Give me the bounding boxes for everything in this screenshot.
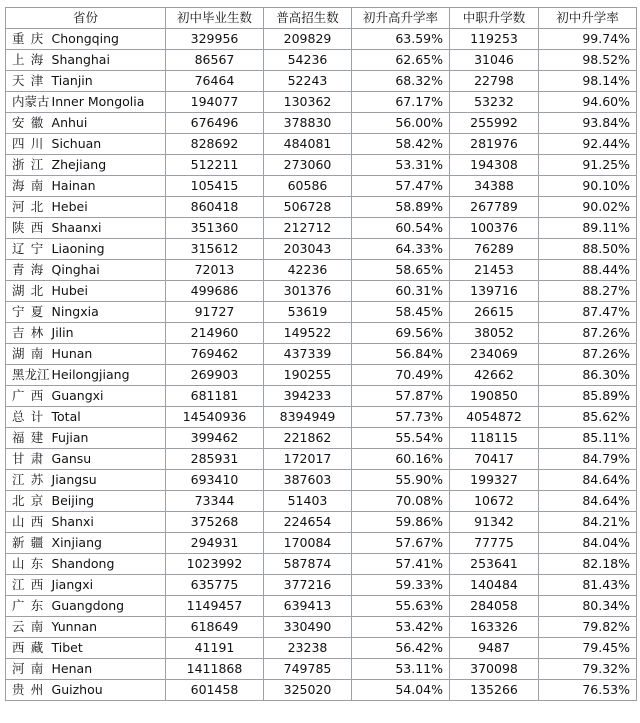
cell-highschool-enrollment: 170084 bbox=[264, 533, 352, 554]
cell-vocational-enrollment: 253641 bbox=[450, 554, 539, 575]
table-row bbox=[6, 29, 637, 50]
cell-enrollment-rate: 99.74% bbox=[539, 29, 637, 50]
cell-enrollment-rate: 82.18% bbox=[539, 554, 637, 575]
table-row bbox=[6, 323, 637, 344]
province-name-cn: 青海 bbox=[12, 262, 50, 277]
province-name-en: Chongqing bbox=[51, 31, 119, 46]
cell-province bbox=[6, 155, 166, 176]
province-name-en: Shaanxi bbox=[51, 220, 102, 235]
cell-highschool-rate: 60.16% bbox=[352, 449, 450, 470]
cell-vocational-enrollment: 118115 bbox=[450, 428, 539, 449]
cell-highschool-enrollment: 203043 bbox=[264, 239, 352, 260]
cell-vocational-enrollment: 70417 bbox=[450, 449, 539, 470]
cell-vocational-enrollment: 38052 bbox=[450, 323, 539, 344]
cell-highschool-enrollment: 221862 bbox=[264, 428, 352, 449]
cell-graduates: 214960 bbox=[166, 323, 264, 344]
province-name-cn: 上海 bbox=[12, 52, 50, 67]
cell-enrollment-rate: 81.43% bbox=[539, 575, 637, 596]
cell-province bbox=[6, 302, 166, 323]
table-row bbox=[6, 680, 637, 701]
cell-graduates: 512211 bbox=[166, 155, 264, 176]
province-name-en: Shanxi bbox=[51, 514, 94, 529]
cell-graduates: 294931 bbox=[166, 533, 264, 554]
cell-vocational-enrollment: 31046 bbox=[450, 50, 539, 71]
cell-highschool-rate: 69.56% bbox=[352, 323, 450, 344]
province-name-cn: 贵州 bbox=[12, 682, 50, 697]
cell-highschool-rate: 58.89% bbox=[352, 197, 450, 218]
cell-enrollment-rate: 79.45% bbox=[539, 638, 637, 659]
cell-enrollment-rate: 79.82% bbox=[539, 617, 637, 638]
province-name-en: Guangdong bbox=[51, 598, 125, 613]
cell-province bbox=[6, 176, 166, 197]
province-name-en: Sichuan bbox=[51, 136, 102, 151]
cell-vocational-enrollment: 21453 bbox=[450, 260, 539, 281]
cell-highschool-enrollment: 506728 bbox=[264, 197, 352, 218]
cell-graduates: 693410 bbox=[166, 470, 264, 491]
province-name-cn: 湖南 bbox=[12, 346, 50, 361]
cell-highschool-enrollment: 52243 bbox=[264, 71, 352, 92]
cell-enrollment-rate: 84.04% bbox=[539, 533, 637, 554]
province-name-en: Liaoning bbox=[51, 241, 105, 256]
province-name-en: Beijing bbox=[51, 493, 95, 508]
province-name-en: Henan bbox=[51, 661, 93, 676]
table-row bbox=[6, 302, 637, 323]
cell-vocational-enrollment: 284058 bbox=[450, 596, 539, 617]
cell-graduates: 315612 bbox=[166, 239, 264, 260]
province-name-en: Gansu bbox=[51, 451, 92, 466]
province-name-cn: 江苏 bbox=[12, 472, 50, 487]
cell-vocational-enrollment: 140484 bbox=[450, 575, 539, 596]
table-row bbox=[6, 218, 637, 239]
cell-province bbox=[6, 71, 166, 92]
cell-graduates: 285931 bbox=[166, 449, 264, 470]
cell-highschool-enrollment: 42236 bbox=[264, 260, 352, 281]
province-name-cn: 广东 bbox=[12, 598, 50, 613]
province-name-cn: 重庆 bbox=[12, 31, 50, 46]
cell-vocational-enrollment: 91342 bbox=[450, 512, 539, 533]
header-enrollment-rate: 初中升学率 bbox=[539, 8, 637, 29]
cell-vocational-enrollment: 34388 bbox=[450, 176, 539, 197]
header-vocational-enrollment: 中职升学数 bbox=[450, 8, 539, 29]
cell-highschool-enrollment: 130362 bbox=[264, 92, 352, 113]
cell-enrollment-rate: 79.32% bbox=[539, 659, 637, 680]
cell-vocational-enrollment: 76289 bbox=[450, 239, 539, 260]
cell-vocational-enrollment: 9487 bbox=[450, 638, 539, 659]
cell-highschool-rate: 54.04% bbox=[352, 680, 450, 701]
province-name-cn: 广西 bbox=[12, 388, 50, 403]
province-name-en: Tianjin bbox=[51, 73, 93, 88]
cell-vocational-enrollment: 267789 bbox=[450, 197, 539, 218]
table-header bbox=[6, 8, 637, 29]
province-name-en: Qinghai bbox=[51, 262, 100, 277]
province-name-en: Guizhou bbox=[51, 682, 103, 697]
province-name-cn: 陕西 bbox=[12, 220, 50, 235]
province-name-cn: 北京 bbox=[12, 493, 50, 508]
cell-province bbox=[6, 386, 166, 407]
cell-graduates: 635775 bbox=[166, 575, 264, 596]
province-name-en: Fujian bbox=[51, 430, 89, 445]
cell-highschool-enrollment: 484081 bbox=[264, 134, 352, 155]
cell-highschool-rate: 67.17% bbox=[352, 92, 450, 113]
cell-enrollment-rate: 98.14% bbox=[539, 71, 637, 92]
province-name-en: Jiangxi bbox=[51, 577, 94, 592]
province-name-en: Total bbox=[51, 409, 81, 424]
cell-highschool-enrollment: 224654 bbox=[264, 512, 352, 533]
province-name-cn: 浙江 bbox=[12, 157, 50, 172]
table-row bbox=[6, 470, 637, 491]
table-row bbox=[6, 239, 637, 260]
province-name-en: Yunnan bbox=[51, 619, 98, 634]
cell-highschool-rate: 58.45% bbox=[352, 302, 450, 323]
table-row bbox=[6, 92, 637, 113]
cell-graduates: 860418 bbox=[166, 197, 264, 218]
province-name-cn: 湖北 bbox=[12, 283, 50, 298]
province-name-en: Jilin bbox=[51, 325, 74, 340]
cell-vocational-enrollment: 190850 bbox=[450, 386, 539, 407]
cell-graduates: 1023992 bbox=[166, 554, 264, 575]
cell-enrollment-rate: 85.11% bbox=[539, 428, 637, 449]
table-row bbox=[6, 260, 637, 281]
cell-graduates: 828692 bbox=[166, 134, 264, 155]
cell-vocational-enrollment: 281976 bbox=[450, 134, 539, 155]
cell-vocational-enrollment: 119253 bbox=[450, 29, 539, 50]
cell-province bbox=[6, 113, 166, 134]
cell-province bbox=[6, 596, 166, 617]
province-name-cn: 河北 bbox=[12, 199, 50, 214]
province-name-en: Xinjiang bbox=[51, 535, 102, 550]
table-row bbox=[6, 596, 637, 617]
cell-enrollment-rate: 88.27% bbox=[539, 281, 637, 302]
cell-graduates: 105415 bbox=[166, 176, 264, 197]
province-name-cn: 甘肃 bbox=[12, 451, 50, 466]
cell-highschool-rate: 70.08% bbox=[352, 491, 450, 512]
cell-highschool-rate: 57.47% bbox=[352, 176, 450, 197]
cell-province bbox=[6, 680, 166, 701]
table-row bbox=[6, 365, 637, 386]
cell-enrollment-rate: 84.21% bbox=[539, 512, 637, 533]
table-row bbox=[6, 155, 637, 176]
cell-graduates: 73344 bbox=[166, 491, 264, 512]
cell-province bbox=[6, 638, 166, 659]
cell-enrollment-rate: 91.25% bbox=[539, 155, 637, 176]
province-name-cn: 辽宁 bbox=[12, 241, 50, 256]
province-name-cn: 山西 bbox=[12, 514, 50, 529]
cell-province bbox=[6, 470, 166, 491]
table-row bbox=[6, 554, 637, 575]
cell-highschool-enrollment: 8394949 bbox=[264, 407, 352, 428]
table-row bbox=[6, 533, 637, 554]
table-row bbox=[6, 176, 637, 197]
cell-graduates: 269903 bbox=[166, 365, 264, 386]
cell-enrollment-rate: 85.62% bbox=[539, 407, 637, 428]
table-row bbox=[6, 512, 637, 533]
enrollment-table bbox=[5, 7, 637, 701]
cell-graduates: 86567 bbox=[166, 50, 264, 71]
cell-graduates: 72013 bbox=[166, 260, 264, 281]
province-name-en: Jiangsu bbox=[51, 472, 97, 487]
province-name-en: Hubei bbox=[51, 283, 88, 298]
cell-province bbox=[6, 197, 166, 218]
cell-highschool-rate: 58.42% bbox=[352, 134, 450, 155]
cell-province bbox=[6, 365, 166, 386]
cell-enrollment-rate: 87.47% bbox=[539, 302, 637, 323]
cell-highschool-enrollment: 387603 bbox=[264, 470, 352, 491]
cell-highschool-rate: 57.87% bbox=[352, 386, 450, 407]
cell-province bbox=[6, 260, 166, 281]
cell-highschool-enrollment: 54236 bbox=[264, 50, 352, 71]
cell-vocational-enrollment: 194308 bbox=[450, 155, 539, 176]
cell-graduates: 399462 bbox=[166, 428, 264, 449]
province-name-cn: 黑龙江 bbox=[12, 367, 50, 382]
table-row bbox=[6, 491, 637, 512]
cell-highschool-rate: 62.65% bbox=[352, 50, 450, 71]
province-name-en: Hunan bbox=[51, 346, 93, 361]
cell-enrollment-rate: 94.60% bbox=[539, 92, 637, 113]
cell-province bbox=[6, 344, 166, 365]
cell-vocational-enrollment: 255992 bbox=[450, 113, 539, 134]
province-name-en: Hainan bbox=[51, 178, 96, 193]
cell-highschool-rate: 57.73% bbox=[352, 407, 450, 428]
cell-graduates: 1411868 bbox=[166, 659, 264, 680]
province-name-en: Heilongjiang bbox=[51, 367, 130, 382]
cell-highschool-rate: 70.49% bbox=[352, 365, 450, 386]
cell-graduates: 769462 bbox=[166, 344, 264, 365]
cell-province bbox=[6, 29, 166, 50]
cell-vocational-enrollment: 42662 bbox=[450, 365, 539, 386]
province-name-cn: 四川 bbox=[12, 136, 50, 151]
cell-enrollment-rate: 86.30% bbox=[539, 365, 637, 386]
cell-highschool-rate: 68.32% bbox=[352, 71, 450, 92]
table-row bbox=[6, 659, 637, 680]
cell-province bbox=[6, 407, 166, 428]
table-row bbox=[6, 113, 637, 134]
cell-enrollment-rate: 84.64% bbox=[539, 470, 637, 491]
table-row bbox=[6, 344, 637, 365]
cell-highschool-enrollment: 23238 bbox=[264, 638, 352, 659]
cell-enrollment-rate: 88.44% bbox=[539, 260, 637, 281]
cell-graduates: 351360 bbox=[166, 218, 264, 239]
cell-graduates: 676496 bbox=[166, 113, 264, 134]
cell-enrollment-rate: 84.79% bbox=[539, 449, 637, 470]
cell-highschool-enrollment: 394233 bbox=[264, 386, 352, 407]
cell-highschool-rate: 63.59% bbox=[352, 29, 450, 50]
cell-province bbox=[6, 218, 166, 239]
cell-highschool-rate: 55.54% bbox=[352, 428, 450, 449]
province-name-en: Inner Mongolia bbox=[51, 94, 145, 109]
cell-highschool-enrollment: 587874 bbox=[264, 554, 352, 575]
province-name-cn: 新疆 bbox=[12, 535, 50, 550]
cell-province bbox=[6, 617, 166, 638]
cell-highschool-enrollment: 172017 bbox=[264, 449, 352, 470]
province-name-en: Shandong bbox=[51, 556, 115, 571]
province-name-en: Anhui bbox=[51, 115, 88, 130]
cell-highschool-enrollment: 149522 bbox=[264, 323, 352, 344]
province-name-cn: 云南 bbox=[12, 619, 50, 634]
cell-highschool-enrollment: 212712 bbox=[264, 218, 352, 239]
cell-highschool-rate: 56.42% bbox=[352, 638, 450, 659]
cell-province bbox=[6, 134, 166, 155]
cell-highschool-enrollment: 53619 bbox=[264, 302, 352, 323]
cell-highschool-rate: 53.42% bbox=[352, 617, 450, 638]
province-name-en: Ningxia bbox=[51, 304, 99, 319]
cell-highschool-enrollment: 377216 bbox=[264, 575, 352, 596]
header-province: 省份 bbox=[6, 8, 166, 29]
table-row bbox=[6, 575, 637, 596]
cell-highschool-enrollment: 209829 bbox=[264, 29, 352, 50]
cell-enrollment-rate: 80.34% bbox=[539, 596, 637, 617]
cell-province bbox=[6, 92, 166, 113]
cell-highschool-rate: 57.67% bbox=[352, 533, 450, 554]
cell-province bbox=[6, 533, 166, 554]
province-name-cn: 内蒙古 bbox=[12, 94, 50, 109]
cell-graduates: 41191 bbox=[166, 638, 264, 659]
cell-enrollment-rate: 92.44% bbox=[539, 134, 637, 155]
cell-province bbox=[6, 449, 166, 470]
table-row bbox=[6, 134, 637, 155]
cell-highschool-rate: 59.33% bbox=[352, 575, 450, 596]
table-row bbox=[6, 638, 637, 659]
cell-enrollment-rate: 84.64% bbox=[539, 491, 637, 512]
cell-enrollment-rate: 93.84% bbox=[539, 113, 637, 134]
cell-highschool-enrollment: 51403 bbox=[264, 491, 352, 512]
cell-highschool-enrollment: 325020 bbox=[264, 680, 352, 701]
cell-graduates: 1149457 bbox=[166, 596, 264, 617]
cell-enrollment-rate: 85.89% bbox=[539, 386, 637, 407]
cell-graduates: 76464 bbox=[166, 71, 264, 92]
cell-vocational-enrollment: 100376 bbox=[450, 218, 539, 239]
cell-enrollment-rate: 90.02% bbox=[539, 197, 637, 218]
cell-highschool-rate: 59.86% bbox=[352, 512, 450, 533]
table-row bbox=[6, 386, 637, 407]
table-row bbox=[6, 449, 637, 470]
province-name-cn: 山东 bbox=[12, 556, 50, 571]
cell-highschool-rate: 55.63% bbox=[352, 596, 450, 617]
header-highschool-enrollment: 普高招生数 bbox=[264, 8, 352, 29]
cell-vocational-enrollment: 77775 bbox=[450, 533, 539, 554]
cell-province bbox=[6, 428, 166, 449]
cell-province bbox=[6, 512, 166, 533]
table-row bbox=[6, 617, 637, 638]
table-row bbox=[6, 197, 637, 218]
header-row bbox=[6, 8, 637, 29]
table-row bbox=[6, 407, 637, 428]
cell-graduates: 499686 bbox=[166, 281, 264, 302]
province-name-cn: 西藏 bbox=[12, 640, 50, 655]
table-row bbox=[6, 281, 637, 302]
province-name-en: Tibet bbox=[51, 640, 83, 655]
cell-highschool-rate: 56.00% bbox=[352, 113, 450, 134]
province-name-cn: 海南 bbox=[12, 178, 50, 193]
cell-vocational-enrollment: 4054872 bbox=[450, 407, 539, 428]
cell-highschool-rate: 53.11% bbox=[352, 659, 450, 680]
cell-highschool-rate: 56.84% bbox=[352, 344, 450, 365]
cell-graduates: 194077 bbox=[166, 92, 264, 113]
cell-vocational-enrollment: 10672 bbox=[450, 491, 539, 512]
province-name-cn: 总计 bbox=[12, 409, 50, 424]
cell-enrollment-rate: 90.10% bbox=[539, 176, 637, 197]
province-name-en: Zhejiang bbox=[51, 157, 107, 172]
cell-province bbox=[6, 554, 166, 575]
province-name-en: Hebei bbox=[51, 199, 88, 214]
cell-province bbox=[6, 491, 166, 512]
province-name-cn: 吉林 bbox=[12, 325, 50, 340]
province-name-cn: 河南 bbox=[12, 661, 50, 676]
cell-enrollment-rate: 87.26% bbox=[539, 344, 637, 365]
province-name-en: Guangxi bbox=[51, 388, 104, 403]
cell-highschool-rate: 60.54% bbox=[352, 218, 450, 239]
cell-vocational-enrollment: 234069 bbox=[450, 344, 539, 365]
header-highschool-rate: 初升高升学率 bbox=[352, 8, 450, 29]
cell-province bbox=[6, 281, 166, 302]
cell-highschool-enrollment: 378830 bbox=[264, 113, 352, 134]
cell-vocational-enrollment: 22798 bbox=[450, 71, 539, 92]
cell-highschool-enrollment: 273060 bbox=[264, 155, 352, 176]
table-row bbox=[6, 50, 637, 71]
cell-enrollment-rate: 89.11% bbox=[539, 218, 637, 239]
cell-graduates: 14540936 bbox=[166, 407, 264, 428]
cell-vocational-enrollment: 26615 bbox=[450, 302, 539, 323]
cell-vocational-enrollment: 370098 bbox=[450, 659, 539, 680]
cell-highschool-rate: 64.33% bbox=[352, 239, 450, 260]
cell-graduates: 375268 bbox=[166, 512, 264, 533]
province-name-cn: 安徽 bbox=[12, 115, 50, 130]
cell-vocational-enrollment: 139716 bbox=[450, 281, 539, 302]
province-name-en: Shanghai bbox=[51, 52, 110, 67]
cell-enrollment-rate: 88.50% bbox=[539, 239, 637, 260]
province-name-cn: 江西 bbox=[12, 577, 50, 592]
cell-enrollment-rate: 76.53% bbox=[539, 680, 637, 701]
cell-province bbox=[6, 575, 166, 596]
cell-province bbox=[6, 50, 166, 71]
cell-graduates: 601458 bbox=[166, 680, 264, 701]
cell-highschool-rate: 57.41% bbox=[352, 554, 450, 575]
table-row bbox=[6, 428, 637, 449]
cell-enrollment-rate: 98.52% bbox=[539, 50, 637, 71]
province-name-cn: 天津 bbox=[12, 73, 50, 88]
cell-province bbox=[6, 659, 166, 680]
cell-graduates: 91727 bbox=[166, 302, 264, 323]
cell-highschool-enrollment: 190255 bbox=[264, 365, 352, 386]
cell-highschool-rate: 58.65% bbox=[352, 260, 450, 281]
cell-highschool-enrollment: 330490 bbox=[264, 617, 352, 638]
table-row bbox=[6, 71, 637, 92]
province-name-cn: 宁夏 bbox=[12, 304, 50, 319]
cell-province bbox=[6, 323, 166, 344]
cell-graduates: 681181 bbox=[166, 386, 264, 407]
cell-highschool-rate: 53.31% bbox=[352, 155, 450, 176]
cell-vocational-enrollment: 135266 bbox=[450, 680, 539, 701]
table-body bbox=[6, 29, 637, 701]
cell-vocational-enrollment: 53232 bbox=[450, 92, 539, 113]
cell-vocational-enrollment: 199327 bbox=[450, 470, 539, 491]
cell-highschool-rate: 60.31% bbox=[352, 281, 450, 302]
province-name-cn: 福建 bbox=[12, 430, 50, 445]
cell-province bbox=[6, 239, 166, 260]
cell-highschool-enrollment: 749785 bbox=[264, 659, 352, 680]
cell-highschool-rate: 55.90% bbox=[352, 470, 450, 491]
cell-highschool-enrollment: 437339 bbox=[264, 344, 352, 365]
cell-vocational-enrollment: 163326 bbox=[450, 617, 539, 638]
cell-highschool-enrollment: 639413 bbox=[264, 596, 352, 617]
header-graduates: 初中毕业生数 bbox=[166, 8, 264, 29]
cell-graduates: 618649 bbox=[166, 617, 264, 638]
cell-enrollment-rate: 87.26% bbox=[539, 323, 637, 344]
cell-highschool-enrollment: 60586 bbox=[264, 176, 352, 197]
cell-graduates: 329956 bbox=[166, 29, 264, 50]
cell-highschool-enrollment: 301376 bbox=[264, 281, 352, 302]
